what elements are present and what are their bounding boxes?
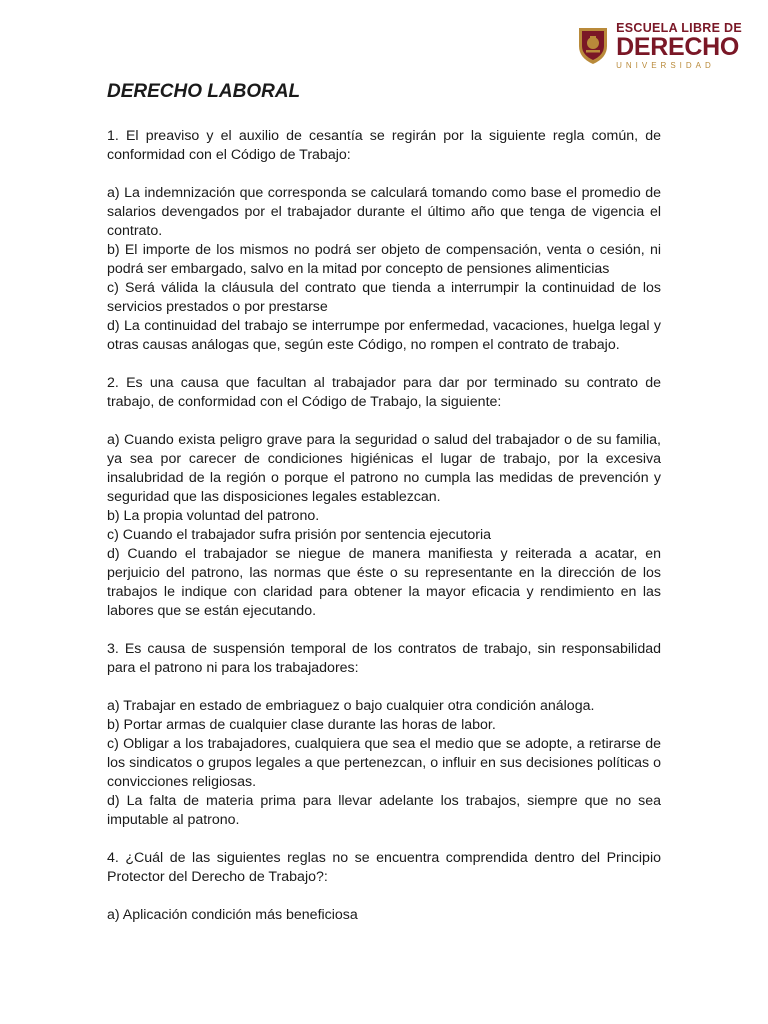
question-1 — [107, 127, 661, 355]
question-option: d) La continuidad del trabajo se interrumpe por enfermedad, vacaciones, huelga legal y otras causas análogas que, según este Código, no rompen el contrato de trabajo. — [107, 318, 661, 353]
question-option: c) Cuando el trabajador sufra prisión por sentencia ejecutoria — [107, 527, 492, 543]
logo-line-3: UNIVERSIDAD — [616, 61, 715, 70]
document-body — [107, 80, 661, 925]
logo-line-2: DERECHO — [616, 33, 740, 61]
question-stem: 3. Es causa de suspensión temporal de los contratos de trabajo, sin responsabilidad para el patrono ni para los trabajadores: — [107, 641, 661, 676]
question-stem: 1. El preaviso y el auxilio de cesantía se regirán por la siguiente regla común, de conformidad con el Código de Trabajo: — [107, 128, 661, 163]
question-option: d) La falta de materia prima para llevar adelante los trabajos, siempre que no sea imputable al patrono. — [107, 793, 661, 828]
question-2 — [107, 374, 661, 621]
question-option: b) La propia voluntad del patrono. — [107, 508, 320, 524]
question-option: c) Obligar a los trabajadores, cualquiera que sea el medio que se adopte, a retirarse de los sindicatos o grupos legales a que pertenezcan, o influir en sus decisiones políticas o convicciones religiosas. — [107, 736, 661, 790]
question-stem: 4. ¿Cuál de las siguientes reglas no se encuentra comprendida dentro del Principio Protector del Derecho de Trabajo?: — [107, 850, 661, 885]
question-option: a) La indemnización que corresponda se calculará tomando como base el promedio de salarios devengados por el trabajador durante el último año que tenga de vigencia el contrato. — [107, 185, 661, 239]
university-logo — [575, 22, 742, 71]
question-option: b) Portar armas de cualquier clase durante las horas de labor. — [107, 717, 496, 733]
question-option: d) Cuando el trabajador se niegue de manera manifiesta y reiterada a acatar, en perjuicio del patrono, las normas que éste o su representante en la dirección de los trabajos le indique con claridad para obtener la mayor eficacia y rendimiento en las labores que se están ejecutando. — [107, 546, 661, 619]
question-stem: 2. Es una causa que facultan al trabajador para dar por terminado su contrato de trabajo, de conformidad con el Código de Trabajo, la siguiente: — [107, 375, 661, 410]
question-option: a) Cuando exista peligro grave para la seguridad o salud del trabajador o de su familia, ya sea por carecer de condiciones higiénicas el lugar de trabajo, por la excesiva insalubridad de la región o porque el patrono no cumpla las medidas de prevención y seguridad que las disposiciones legales establezcan. — [107, 432, 661, 505]
question-3 — [107, 640, 661, 830]
question-option: c) Será válida la cláusula del contrato que tienda a interrumpir la continuidad de los servicios prestados o por prestarse — [107, 280, 661, 315]
seal-icon — [575, 24, 611, 66]
question-4 — [107, 849, 661, 925]
question-option: b) El importe de los mismos no podrá ser objeto de compensación, venta o cesión, ni podrá ser embargado, salvo en la mitad por concepto de pensiones alimenticias — [107, 242, 661, 277]
logo-line-1: ESCUELA LIBRE DE — [616, 21, 742, 35]
question-option: a) Aplicación condición más beneficiosa — [107, 907, 358, 923]
document-title: DERECHO LABORAL — [107, 81, 301, 102]
question-option: a) Trabajar en estado de embriaguez o bajo cualquier otra condición análoga. — [107, 698, 595, 714]
